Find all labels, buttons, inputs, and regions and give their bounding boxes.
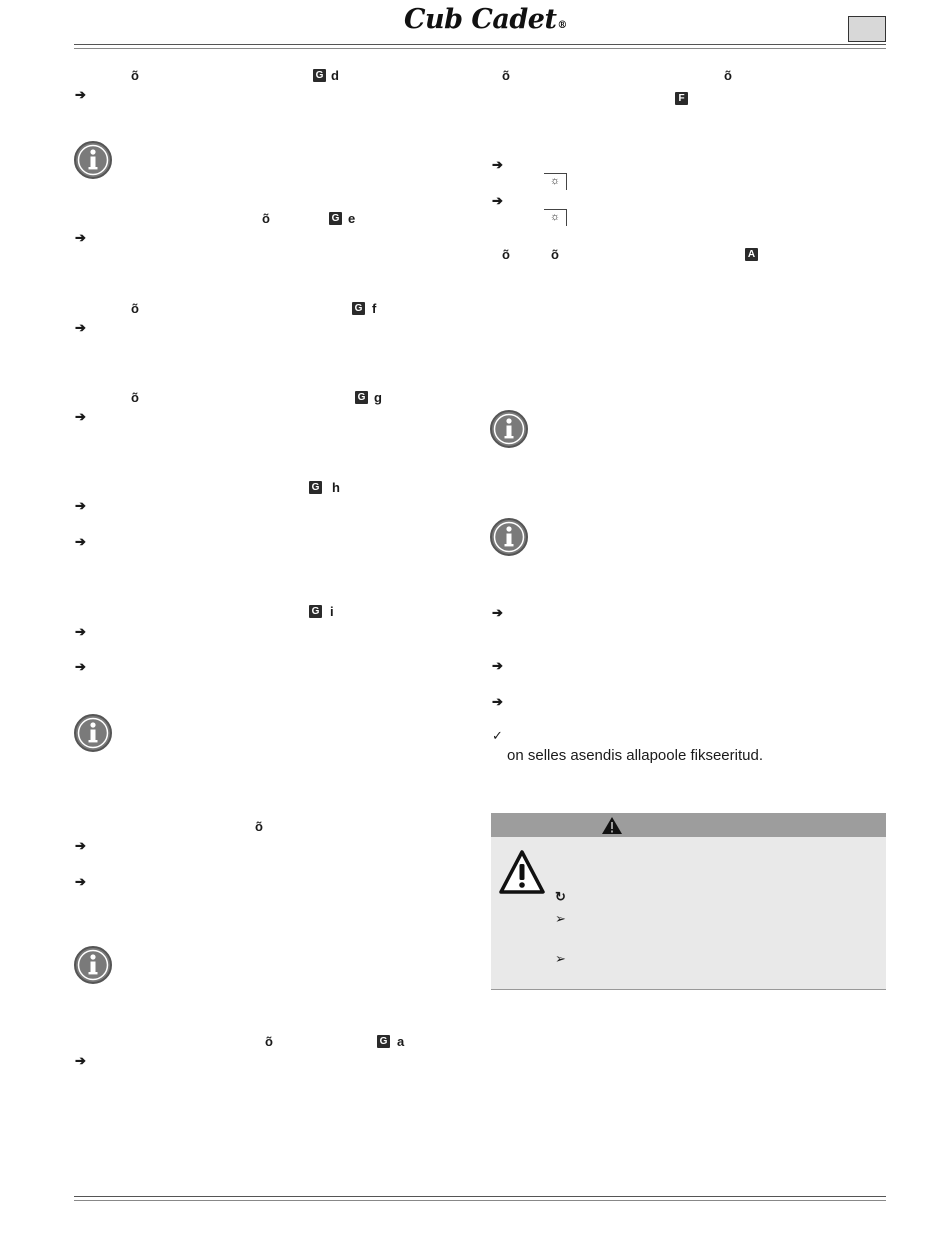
arrow-icon: ➔ bbox=[75, 498, 86, 513]
badge-g: G bbox=[313, 69, 326, 82]
badge-g: G bbox=[377, 1035, 390, 1048]
o-tilde: õ bbox=[502, 247, 510, 262]
badge-f: F bbox=[675, 92, 688, 105]
arrow-icon: ➔ bbox=[75, 1053, 86, 1068]
ref-letter-i: i bbox=[330, 604, 334, 619]
ref-letter-a: a bbox=[397, 1034, 405, 1049]
o-tilde: õ bbox=[551, 247, 559, 262]
o-tilde: õ bbox=[262, 211, 270, 226]
info-icon bbox=[489, 517, 529, 557]
info-icon bbox=[489, 409, 529, 449]
light-symbol-icon: ☼ bbox=[544, 173, 567, 190]
info-icon bbox=[73, 945, 113, 985]
o-tilde: õ bbox=[131, 390, 139, 405]
info-icon bbox=[73, 140, 113, 180]
arrow-icon: ➔ bbox=[75, 230, 86, 245]
o-tilde: õ bbox=[265, 1034, 273, 1049]
footer-rule bbox=[74, 1196, 886, 1197]
rotate-icon: ↻ bbox=[555, 889, 566, 904]
warning-small-icon bbox=[601, 816, 623, 835]
ref-letter-e: e bbox=[348, 211, 356, 226]
ref-letter-d: d bbox=[331, 68, 339, 83]
o-tilde: õ bbox=[131, 68, 139, 83]
badge-g: G bbox=[309, 605, 322, 618]
arrow-icon: ➔ bbox=[75, 409, 86, 424]
warning-triangle-icon bbox=[498, 849, 546, 895]
ref-letter-g: g bbox=[374, 390, 382, 405]
badge-g: G bbox=[329, 212, 342, 225]
pointer-icon: ➢ bbox=[555, 951, 566, 966]
ref-letter-h: h bbox=[332, 480, 340, 495]
page-number-box bbox=[848, 16, 886, 42]
arrow-icon: ➔ bbox=[75, 320, 86, 335]
warning-header bbox=[491, 813, 886, 837]
pointer-icon: ➢ bbox=[555, 911, 566, 926]
arrow-icon: ➔ bbox=[75, 87, 86, 102]
fixed-position-note: on selles asendis allapoole fikseeritud. bbox=[507, 747, 763, 764]
badge-g: G bbox=[355, 391, 368, 404]
arrow-icon: ➔ bbox=[75, 659, 86, 674]
cub-cadet-logo bbox=[404, 4, 567, 35]
badge-g: G bbox=[352, 302, 365, 315]
badge-g: G bbox=[309, 481, 322, 494]
header-rule-secondary bbox=[74, 48, 886, 49]
badge-a: A bbox=[745, 248, 758, 261]
footer-rule-secondary bbox=[74, 1200, 886, 1201]
logo-registered-mark: ® bbox=[557, 20, 567, 31]
o-tilde: õ bbox=[502, 68, 510, 83]
arrow-icon: ➔ bbox=[492, 694, 503, 709]
check-icon: ✓ bbox=[492, 728, 503, 743]
arrow-icon: ➔ bbox=[75, 874, 86, 889]
info-icon bbox=[73, 713, 113, 753]
o-tilde: õ bbox=[255, 819, 263, 834]
warning-box bbox=[491, 813, 886, 990]
logo-text: Cub Cadet bbox=[404, 4, 557, 35]
ref-letter-f: f bbox=[372, 301, 377, 316]
arrow-icon: ➔ bbox=[75, 624, 86, 639]
arrow-icon: ➔ bbox=[75, 838, 86, 853]
light-symbol-icon: ☼ bbox=[544, 209, 567, 226]
o-tilde: õ bbox=[131, 301, 139, 316]
arrow-icon: ➔ bbox=[492, 658, 503, 673]
arrow-icon: ➔ bbox=[492, 157, 503, 172]
arrow-icon: ➔ bbox=[492, 605, 503, 620]
header-rule bbox=[74, 44, 886, 45]
arrow-icon: ➔ bbox=[75, 534, 86, 549]
arrow-icon: ➔ bbox=[492, 193, 503, 208]
o-tilde: õ bbox=[724, 68, 732, 83]
